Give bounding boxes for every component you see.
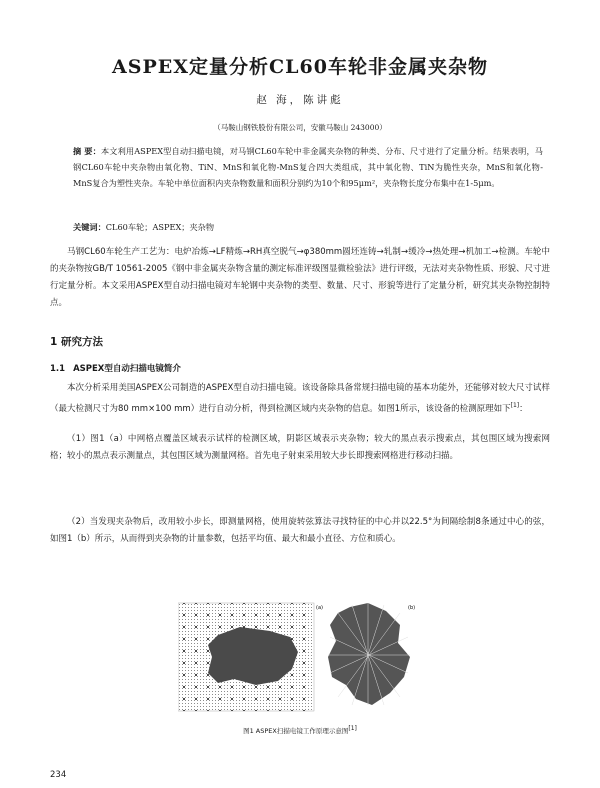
paper-authors: 赵 海，陈讲彪 — [256, 94, 344, 106]
paragraph-principle-2: （2）当发现夹杂物后，改用较小步长，即测量网格，使用旋转弦算法寻找特征的中心并以22.5°为间隔绘制8条通过中心的弦，如图1（b）所示，从而得到夹杂物的计量参数，包括平均值、最大和最小直径、方位和质心。 — [50, 517, 550, 544]
paper-affiliation: （马鞍山钢铁股份有限公司，安徽马鞍山 243000） — [213, 123, 387, 132]
figure-caption — [0, 725, 600, 735]
abstract-label: 摘 要： — [73, 146, 101, 156]
figure-label-b: (b) — [408, 605, 416, 611]
figure-1 — [178, 597, 418, 715]
figure-caption-text: 图1 ASPEX扫描电镜工作原理示意图 — [243, 727, 349, 736]
section-title: 研究方法 — [60, 336, 103, 348]
page-number: 234 — [50, 770, 67, 780]
paper-title: ASPEX定量分析CL60车轮非金属夹杂物 — [112, 56, 488, 78]
citation-ref: [1] — [510, 402, 520, 409]
keywords-label: 关键词： — [73, 222, 106, 232]
section-heading-1-1 — [50, 362, 181, 374]
figure-label-a: (a) — [316, 605, 323, 611]
keywords — [73, 219, 543, 235]
keywords-text: CL60车轮；ASPEX；夹杂物 — [105, 222, 215, 232]
subsection-number: 1.1 — [50, 364, 66, 374]
figure-1-graphic — [178, 597, 418, 715]
figure-panel-b — [328, 603, 410, 705]
abstract — [73, 143, 543, 191]
section-heading-1 — [50, 334, 103, 349]
inclusion-shape-b — [328, 603, 410, 705]
figure-caption-ref: [1] — [348, 725, 357, 732]
paragraph-principle-1: （1）图1（a）中网格点覆盖区域表示试样的检测区域，阴影区域表示夹杂物；较大的黑点表示搜索点，其包围区域为搜索网格；较小的黑点表示测量点，其包围区域为测量网格。首先电子射束采用较大步长即搜索网格进行移动扫描。 — [50, 434, 550, 461]
abstract-text: 本文利用ASPEX型自动扫描电镜，对马钢CL60车轮中非金属夹杂物的种类、分布、尺寸进行了定量分析。结果表明，马钢CL60车轮中夹杂物由氧化物、TiN、MnS和氧化物-MnS复合四大类组成，其中氧化物、TiN为脆性夹杂，MnS和氧化物-MnS复合为塑性夹杂。车轮中单位面积内夹杂物数量和面积分别约为10个和95μm²，夹杂物长度分布集中在1-5μm。 — [73, 146, 543, 188]
intro-paragraph: 马钢CL60车轮生产工艺为：电炉冶炼→LF精炼→RH真空脱气→φ380mm圆坯连铸→轧制→缓冷→热处理→机加工→检测。车轮中的夹杂物按GB/T 10561-2005《钢中非金属夹杂物含量的测定标准评级图显微检验法》进行评级，无法对夹杂物性质、形貌、尺寸进行定量分析。本文采用ASPEX型自动扫描电镜对车轮钢中夹杂物的类型、数量、尺寸、形貌等进行了定量分析，研究其夹杂物控制特点。 — [50, 247, 550, 308]
paragraph-aspex-intro — [50, 380, 550, 418]
subsection-title: ASPEX型自动扫描电镜简介 — [73, 364, 181, 374]
paragraph-end: ： — [519, 403, 528, 414]
figure-panel-a — [178, 603, 314, 711]
section-number: 1 — [50, 336, 58, 348]
paragraph-text: 本次分析采用美国ASPEX公司制造的ASPEX型自动扫描电镜。该设备除具备常规扫描电镜的基本功能外，还能够对较大尺寸试样（最大检测尺寸为80 mm×100 mm）进行自动分析，得到检测区域内夹杂物的信息。如图1所示，该设备的检测原理如下 — [50, 383, 550, 414]
